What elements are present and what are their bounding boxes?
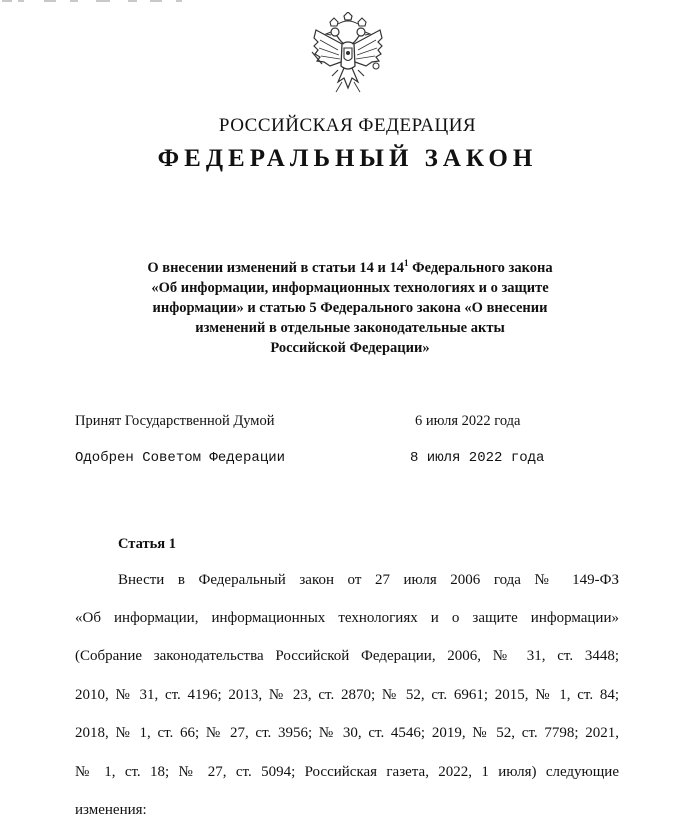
council-approval-label: Одобрен Советом Федерации xyxy=(75,450,286,466)
council-approval-date: 8 июля 2022 года xyxy=(410,450,545,466)
scan-artifact-strip xyxy=(0,0,190,3)
law-type-heading: ФЕДЕРАЛЬНЫЙ ЗАКОН xyxy=(157,145,538,172)
article-text-line: (Собрание законодательства Российской Федерации, 2006, № 31, ст. 3448; xyxy=(75,648,619,664)
article-text-line: Внести в Федеральный закон от 27 июля 2006 года № 149-ФЗ xyxy=(118,572,619,588)
law-title-line-4: изменений в отдельные законодательные акты xyxy=(195,320,505,336)
law-title-line-5: Российской Федерации» xyxy=(270,340,430,356)
law-title-line-3: информации» и статью 5 Федерального закона «О внесении xyxy=(152,300,548,316)
duma-adoption-label: Принят Государственной Думой xyxy=(75,413,275,429)
article-text-line: изменения: xyxy=(75,802,147,818)
article-text-line: № 1, ст. 18; № 27, ст. 5094; Российская газета, 2022, 1 июля) следующие xyxy=(75,764,619,780)
law-title-line-2: «Об информации, информационных технологиях и о защите xyxy=(151,280,549,296)
country-name: РОССИЙСКАЯ ФЕДЕРАЦИЯ xyxy=(218,115,477,136)
law-title-line-1: О внесении изменений в статьи 14 и $14^1$ Федерального закона xyxy=(147,258,553,276)
duma-adoption-date: 6 июля 2022 года xyxy=(415,413,521,429)
article-text-line: «Об информации, информационных технологиях и о защите информации» xyxy=(75,610,619,626)
article-text-line: 2010, № 31, ст. 4196; 2013, № 23, ст. 2870; № 52, ст. 6961; 2015, № 1, ст. 84; xyxy=(75,687,619,703)
article-heading: Статья 1 xyxy=(118,536,176,552)
law-title xyxy=(90,258,610,358)
coat-of-arms-icon xyxy=(308,12,388,98)
superscript-number: 1 xyxy=(404,258,409,269)
article-text-line: 2018, № 1, ст. 66; № 27, ст. 3956; № 30, ст. 4546; 2019, № 52, ст. 7798; 2021, xyxy=(75,725,619,741)
